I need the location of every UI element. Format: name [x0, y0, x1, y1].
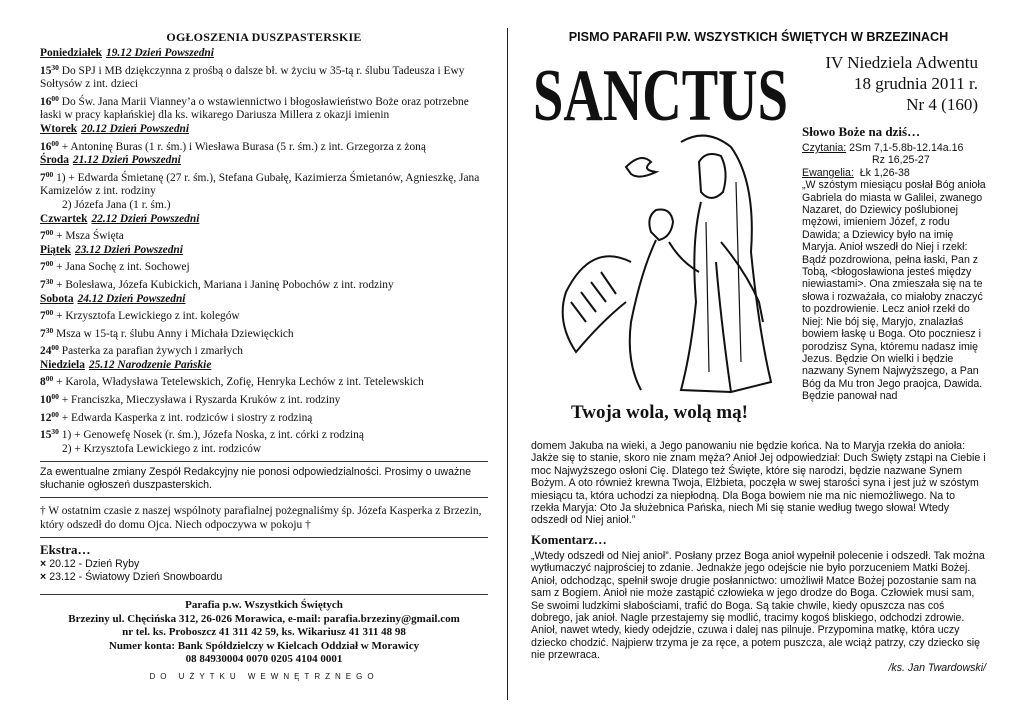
mass-intention: 1) + Edwarda Śmietanę (27 r. śm.), Stefana Gubałę, Kazimierza Śmietanów, Agnieszkę, Jana Kamizelów z int. rodziny: [40, 171, 480, 198]
disclaimer-text: Za ewentualne zmiany Zespół Redakcyjny nie ponosi odpowiedzialności. Prosimy o uważne słuchanie ogłoszeń duszpasterskich.: [40, 466, 472, 492]
parish-footer: [40, 594, 488, 666]
mass-time: $15^{30}$: [40, 62, 59, 77]
day-date: 19.12 Dzień Powszedni: [106, 47, 214, 59]
mass-intention: + Msza Święta: [56, 230, 124, 243]
mass-entry: [40, 390, 488, 408]
day-date: 22.12 Dzień Powszedni: [91, 212, 200, 225]
mass-entry: [40, 341, 488, 359]
commentary-text: „Wtedy odszedł od Niej anioł”. Posłany przez Boga anioł wypełnił polecenie i odszedł. Tak można wytłumaczyć najprościej to zdanie. Jednakże jego odejście nie było porzuceniem Matki Bożej. Anioł, odchodząc, spełnił swoje drugie posłannictwo: umożliwił Matce Bożej pozostanie sam na sam z Bogiem. Anioł nie może zastąpić człowieka w jego drodze do Boga. Człowiek musi sam, Se swoimi ludzkimi słabościami, trafić do Boga. Są takie chwile, kiedy opuszcza nas coś dobrego, jak anioł. Nagle przestajemy się modlić, tracimy kogoś bliskiego, odchodzi zdrowie. Anioł, nawet wtedy, kiedy odejdzie, czuwa i dalej nas pilnuje. Przypomina matkę, która uczy dziecko chodzić. Najpierw trzyma je za ręce, a potem puszcza, ale wciąż patrzy, czy dziecko się nie przewraca.: [531, 550, 985, 662]
mass-intention: + Bolesława, Józefa Kubickich, Mariana i Janinę Pobochów z int. rodziny: [56, 278, 394, 291]
mass-intention: Do Św. Jana Marii Vianney’a o wstawiennictwo i błogosławieństwo Boże oraz potrzebne łaski w pracy kapłańskiej dla ks. wikarego Dariusza Millera z okazji imienin: [40, 95, 469, 122]
mass-intention: Pasterka za parafian żywych i zmarłych: [61, 345, 243, 358]
gospel-text: „W szóstym miesiącu posłał Bóg anioła Gabriela do miasta w Galilei, zwanego Nazaret, do Dziewicy poślubionej mężowi, imieniem Józef, z rodu Dawida; a Dziewicy było na imię Maryja. Anioł wszedł do Niej i rzekł: Bądź pozdrowiona, pełna łaski, Pan z Tobą, <błogosławiona jesteś między niewiastami>. Ona zmieszała się na te słowa i rozważała, co miałoby znaczyć to pozdrowienie. Lecz anioł rzekł do Niej: Nie bój się, Maryjo, znalazłaś bowiem łaskę u Boga. Oto poczniesz i porodzisz Syna, któremu nadasz imię Jezus. Będzie On wielki i będzie nazwany Synem Najwyższego, a Pan Bóg da Mu tron Jego praojca, Dawida. Będzie panował nad: [802, 179, 986, 403]
footer-line: Parafia p.w. Wszystkich Świętych: [185, 599, 343, 612]
mass-time: $7^{30}$: [40, 276, 54, 291]
obituary-text: † W ostatnim czasie z naszej wspólnoty parafialnej pożegnaliśmy śp. Józefa Kasperka z Brzezin, który odszedł do domu Ojca. Niech odpoczywa w pokoju †: [40, 505, 482, 532]
readings-line: Czytania: 2Sm 7,1-5.8b-12.14a.16: [802, 142, 964, 154]
day-name: Piątek: [40, 243, 72, 256]
mass-schedule: [40, 47, 488, 456]
day-name: Niedziela: [40, 358, 85, 371]
mass-entry: [40, 168, 488, 199]
footer-line: Numer konta: Bank Spółdzielczy w Kielcach Oddział w Morawicy: [108, 639, 420, 652]
announcements-title: OGŁOSZENIA DUSZPASTERSKIE: [166, 30, 362, 44]
mass-intention: + Karola, Władysława Tetelewskich, Zofię, Henryka Lechów z int. Tetelewskich: [56, 376, 424, 389]
mass-intention: Do SPJ i MB dziękczynna z prośbą o dalsze bł. w życiu w 35-tą r. ślubu Tadeusza i Ewy Sołtysów z int. dzieci: [40, 64, 465, 91]
day-date: 23.12 Dzień Powszedni: [75, 243, 183, 256]
mass-time: $10^{00}$: [40, 392, 59, 407]
issue-date: 18 grudnia 2011 r.: [853, 74, 978, 93]
commentary-signature: /ks. Jan Twardowski/: [888, 661, 986, 674]
ekstra-item: × 23.12 - Światowy Dzień Snowboardu: [40, 571, 223, 584]
day-heading: [40, 244, 488, 258]
gospel-line: Ewangelia: Łk 1,26-38: [802, 166, 910, 179]
mass-time: $7^{00}$: [40, 228, 54, 243]
day-date: 25.12 Narodzenie Pańskie: [88, 358, 212, 371]
gospel-text-continued: domem Jakuba na wieki, a Jego panowaniu nie będzie końca. Na to Maryja rzekła do anioła: Jakże się to stanie, skoro nie znam męża? Anioł Jej odpowiedział: Duch Święty zstąpi na Ciebie i moc Najwyższego osłoni Cię. Dlatego też Święte, które się narodzi, będzie nazwane Synem Bożym. A oto również krewna Twoja, Elżbieta, poczęła w swej starości syna i jest już w szóstym miesiącu ta, która uchodzi za niepłodną. Dla Boga bowiem nie ma nic niemożliwego. Na to rzekła Maryja: Oto Ja służebnica Pańska, niech Mi się stanie według twego słowa! Wtedy odszedł od Niej anioł.”: [531, 440, 986, 527]
mass-time: $7^{00}$: [40, 259, 54, 274]
mass-intention: 1) + Genowefę Nosek (r. śm.), Józefa Noska, z int. córki z rodziną: [61, 429, 364, 442]
mass-time: $16^{00}$: [40, 138, 59, 153]
mass-intention: + Franciszka, Mieczysława i Ryszarda Kruków z int. rodziny: [61, 394, 341, 407]
mass-time: $24^{00}$: [40, 343, 59, 358]
divider-line: [40, 537, 488, 538]
sanctus-logo: [531, 50, 793, 130]
day-heading: [40, 293, 488, 307]
divider-line: [40, 497, 488, 498]
day-name: Czwartek: [40, 212, 88, 225]
announcements-column: [40, 30, 488, 681]
parish-publication-title: PISMO PARAFII P.W. WSZYSTKICH ŚWIĘTYCH W BRZEZINACH: [568, 30, 949, 44]
cross-icon: ×: [40, 571, 47, 584]
internal-use-note: DO UŻYTKU WEWNĘTRZNEGO: [149, 672, 379, 682]
mass-intention: 2) Józefa Jana (1 r. śm.): [62, 198, 171, 211]
mass-time: $7^{30}$: [40, 325, 54, 340]
issue-info: [825, 52, 978, 115]
day-date: 24.12 Dzień Powszedni: [77, 292, 186, 305]
mass-entry: [40, 306, 488, 324]
commentary-heading: Komentarz…: [531, 532, 607, 547]
column-divider: [507, 28, 508, 700]
day-name: Sobota: [40, 292, 74, 305]
day-name: Środa: [40, 154, 69, 167]
mass-time: $7^{00}$: [40, 169, 54, 184]
mass-entry: [40, 425, 488, 443]
mass-intention: + Jana Sochę z int. Sochowej: [56, 261, 190, 274]
mass-time: $7^{00}$: [40, 308, 54, 323]
day-name: Wtorek: [40, 122, 78, 135]
footer-line: Brzeziny ul. Chęcińska 312, 26-026 Morawica, e-mail: parafia.brzeziny@gmail.com: [68, 612, 460, 625]
day-heading: [40, 213, 488, 227]
mass-entry: [40, 443, 488, 457]
readings-line-2: Rz 16,25-27: [872, 154, 930, 167]
mass-entry: [40, 257, 488, 275]
mass-entry: [40, 372, 488, 390]
commentary-section: [531, 532, 986, 674]
mass-intention: + Edwarda Kasperka z int. rodziców i siostry z rodziną: [61, 411, 313, 424]
logo-text: SANCTUS: [533, 55, 788, 130]
mass-entry: [40, 408, 488, 426]
mass-entry: [40, 61, 488, 92]
mass-entry: [40, 92, 488, 123]
issue-sunday: IV Niedziela Adwentu: [825, 53, 978, 72]
word-of-god-section: [802, 124, 986, 403]
word-of-god-heading: Słowo Boże na dziś…: [802, 124, 921, 139]
mass-entry: [40, 324, 488, 342]
day-name: Poniedziałek: [40, 47, 103, 59]
annunciation-illustration: [531, 122, 793, 442]
newsletter-column: [531, 30, 986, 674]
mass-intention: + Krzysztofa Lewickiego z int. kolegów: [56, 310, 240, 323]
footer-line: nr tel. ks. Proboszcz 41 311 42 59, ks. Wikariusz 41 311 48 98: [122, 626, 406, 639]
mass-entry: [40, 137, 488, 155]
mass-time: $12^{00}$: [40, 409, 59, 424]
ekstra-item: × 20.12 - Dzień Ryby: [40, 558, 140, 571]
illustration-caption: Twoja wola, wolą mą!: [571, 402, 748, 423]
day-heading: [40, 123, 488, 137]
mass-time: $8^{00}$: [40, 374, 54, 389]
issue-number: Nr 4 (160): [906, 95, 978, 114]
cross-icon: ×: [40, 558, 47, 571]
divider-line: [40, 461, 488, 462]
mass-entry: [40, 275, 488, 293]
mass-intention: Msza w 15-tą r. ślubu Anny i Michała Dziewięckich: [56, 327, 294, 340]
mass-entry: [40, 199, 488, 213]
day-heading: [40, 359, 488, 373]
mass-time: $16^{00}$: [40, 93, 59, 108]
mass-intention: + Antoninę Buras (1 r. śm.) i Wiesława Burasa (5 r. śm.) z int. Grzegorza z żoną: [61, 140, 426, 153]
day-heading: [40, 47, 488, 61]
ekstra-heading: Ekstra…: [40, 542, 91, 558]
day-heading: [40, 154, 488, 168]
mass-time: $15^{30}$: [40, 427, 59, 442]
day-date: 20.12 Dzień Powszedni: [81, 122, 190, 135]
mass-entry: [40, 226, 488, 244]
day-date: 21.12 Dzień Powszedni: [72, 154, 181, 167]
mass-intention: 2) + Krzysztofa Lewickiego z int. rodziców: [62, 442, 262, 455]
footer-line: 08 84930004 0070 0205 4104 0001: [185, 653, 343, 666]
